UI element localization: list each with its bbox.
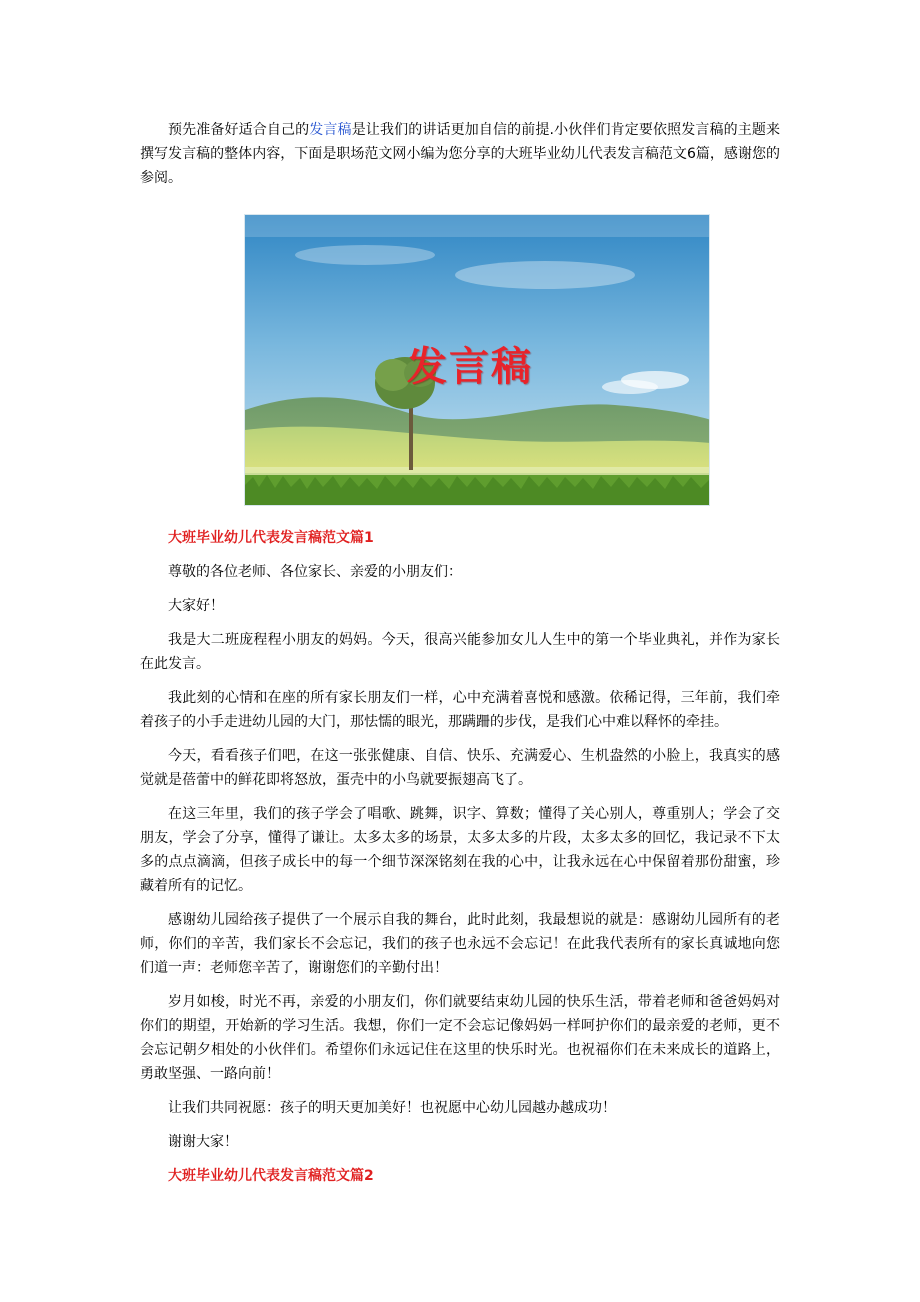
document-page [140, 118, 780, 1188]
paragraph-greeting: 尊敬的各位老师、各位家长、亲爱的小朋友们： [168, 564, 462, 580]
banner-title: 发言稿 [407, 343, 533, 390]
banner-image [244, 214, 710, 506]
speech-draft-link[interactable]: 发言稿 [309, 122, 352, 138]
paragraph-thank-you: 谢谢大家！ [168, 1134, 238, 1150]
intro-paragraph [140, 118, 780, 190]
section-heading-1: 大班毕业幼儿代表发言稿范文篇1 [168, 530, 374, 546]
section-heading-2: 大班毕业幼儿代表发言稿范文篇2 [168, 1168, 374, 1184]
intro-text-after: 是让我们的讲话更加自信的前提.小伙伴们肯定要依照发言稿的主题来撰写发言稿的整体内容，下面是职场范文网小编为您分享的大班毕业幼儿代表发言稿范文6篇，感谢您的参阅。 [140, 122, 781, 186]
paragraph-time-flies: 岁月如梭，时光不再，亲爱的小朋友们，你们就要结束幼儿园的快乐生活，带着老师和爸爸妈妈对你们的期望，开始新的学习生活。我想，你们一定不会忘记像妈妈一样呵护你们的最亲爱的老师，更不会忘记朝夕相处的小伙伴们。希望你们永远记住在这里的快乐时光。也祝福你们在未来成长的道路上，勇敢坚强、一路向前！ [140, 994, 780, 1082]
paragraph-three-years: 在这三年里，我们的孩子学会了唱歌、跳舞，识字、算数；懂得了关心别人，尊重别人；学会了交朋友，学会了分享，懂得了谦让。太多太多的场景，太多太多的片段，太多太多的回忆，我记录不下太多的点点滴滴，但孩子成长中的每一个细节深深铭刻在我的心中，让我永远在心中保留着那份甜蜜，珍藏着所有的记忆。 [140, 806, 780, 894]
paragraph-feelings: 我此刻的心情和在座的所有家长朋友们一样，心中充满着喜悦和感激。依稀记得，三年前，我们牵着孩子的小手走进幼儿园的大门，那怯懦的眼光，那蹒跚的步伐，是我们心中难以释怀的牵挂。 [140, 690, 780, 730]
paragraph-today: 今天，看看孩子们吧，在这一张张健康、自信、快乐、充满爱心、生机盎然的小脸上，我真实的感觉就是蓓蕾中的鲜花即将怒放，蛋壳中的小鸟就要振翅高飞了。 [140, 748, 780, 788]
intro-text-before: 预先准备好适合自己的 [168, 122, 310, 138]
paragraph-hello: 大家好！ [168, 598, 224, 614]
paragraph-thanks-teachers: 感谢幼儿园给孩子提供了一个展示自我的舞台，此时此刻，我最想说的就是：感谢幼儿园所有的老师，你们的辛苦，我们家长不会忘记，我们的孩子也永远不会忘记！在此我代表所有的家长真诚地向您们道一声：老师您辛苦了，谢谢您们的辛勤付出！ [140, 912, 780, 976]
paragraph-intro: 我是大二班庞程程小朋友的妈妈。今天，很高兴能参加女儿人生中的第一个毕业典礼，并作为家长在此发言。 [140, 632, 780, 672]
paragraph-wishes: 让我们共同祝愿：孩子的明天更加美好！也祝愿中心幼儿园越办越成功！ [168, 1100, 616, 1116]
